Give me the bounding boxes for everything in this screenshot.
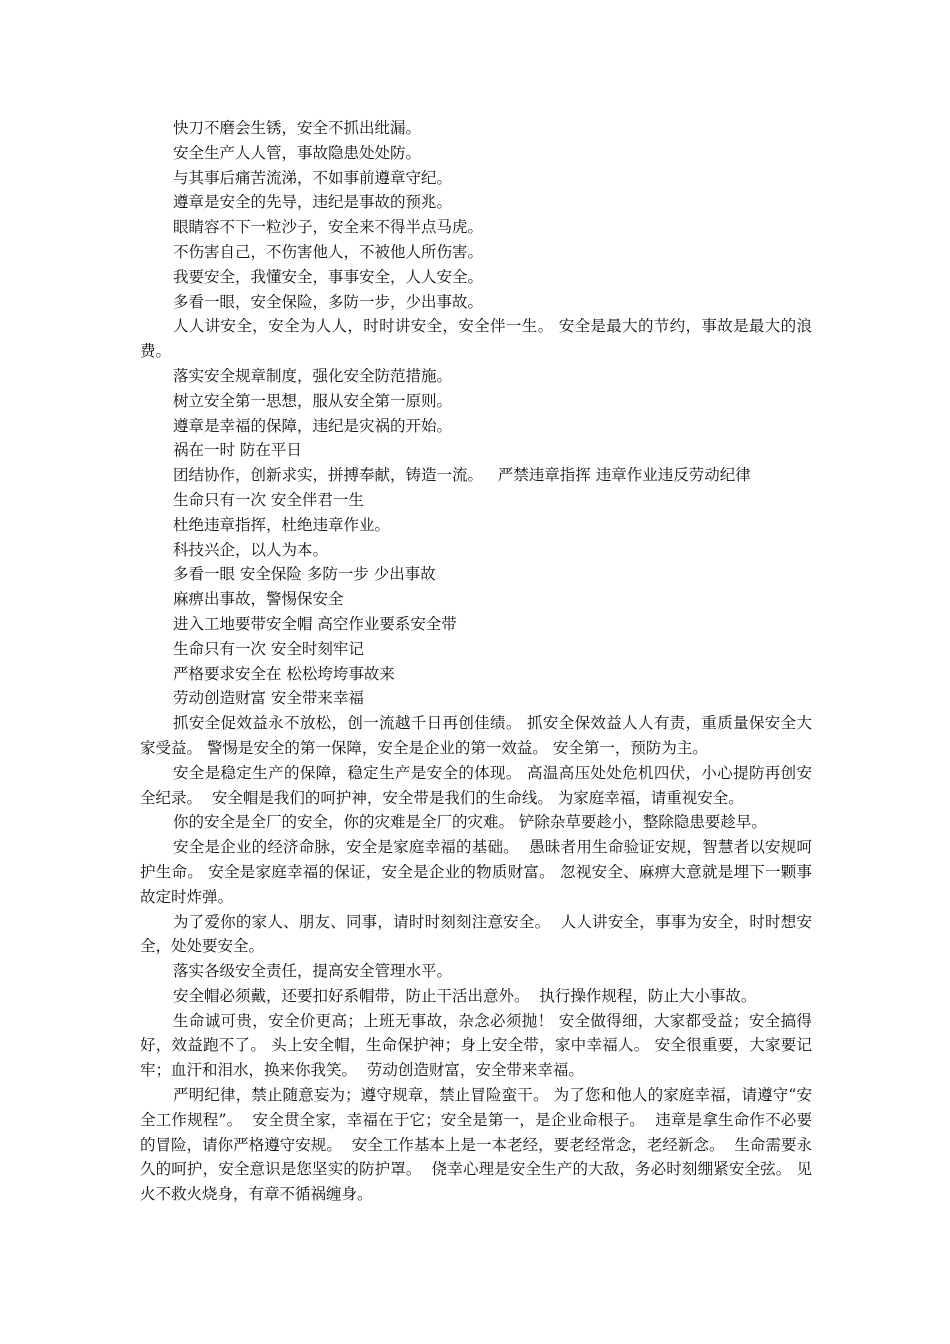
paragraph: 不伤害自己，不伤害他人，不被他人所伤害。 (173, 242, 484, 261)
paragraph: 严明纪律，禁止随意妄为；遵守规章，禁止冒险蛮干。 为了您和他人的家庭幸福，请遵守“安全工作规程”。 安全贯全家，幸福在于它；安全是第一，是企业命根子。 违章是拿生命作不必要的冒险，请你严格遵守安规。 安全工作基本上是一本老经，要老经常念，老经新念。 生命需要永久的呵护，安全意识是您坚实的防护罩。 侥幸心理是安全生产的大敌，务必时刻绷紧安全弦。 见火不救火烧身，有章不循祸缠身。 (140, 1086, 812, 1204)
paragraph: 生命只有一次 安全伴君一生 (173, 490, 364, 509)
paragraph: 眼睛容不下一粒沙子，安全来不得半点马虎。 (173, 218, 484, 237)
paragraph: 祸在一时 防在平日 (173, 441, 302, 460)
paragraph: 安全是企业的经济命脉，安全是家庭幸福的基础。 愚昧者用生命验证安规，智慧者以安规呵护生命。 安全是家庭幸福的保证，安全是企业的物质财富。 忽视安全、麻痹大意就是埋下一颗事故定时炸弹。 (140, 838, 812, 906)
paragraph: 多看一眼 安全保险 多防一步 少出事故 (173, 565, 436, 584)
paragraph: 你的安全是全厂的安全，你的灾难是全厂的灾难。 铲除杂草要趁小，整除隐患要趁早。 (173, 813, 767, 832)
paragraph: 杜绝违章指挥，杜绝违章作业。 (173, 515, 391, 534)
paragraph: 人人讲安全，安全为人人，时时讲安全，安全伴一生。 安全是最大的节约，事故是最大的浪费。 (140, 317, 812, 361)
document-body (140, 116, 812, 1207)
paragraph: 安全生产人人管，事故隐患处处防。 (173, 143, 422, 162)
paragraph: 落实安全规章制度，强化安全防范措施。 (173, 366, 453, 385)
paragraph: 生命诚可贵，安全价更高；上班无事故，杂念必须抛！ 安全做得细，大家都受益；安全搞得好，效益跑不了。 头上安全帽，生命保护神；身上安全带，家中幸福人。 安全很重要，大家要记牢；血汗和泪水，换来你我笑。 劳动创造财富，安全带来幸福。 (140, 1011, 812, 1080)
paragraph: 多看一眼，安全保险，多防一步，少出事故。 (173, 292, 484, 311)
paragraph: 生命只有一次 安全时刻牢记 (173, 639, 364, 658)
paragraph: 快刀不磨会生锈，安全不抓出纰漏。 (173, 119, 422, 137)
paragraph: 遵章是幸福的保障，违纪是灾祸的开始。 (173, 416, 453, 435)
paragraph: 进入工地要带安全帽 高空作业要系安全带 (173, 614, 457, 633)
paragraph: 安全是稳定生产的保障，稳定生产是安全的体现。 高温高压处处危机四伏，小心提防再创安全纪录。 安全帽是我们的呵护神，安全带是我们的生命线。 为家庭幸福，请重视安全。 (140, 763, 812, 807)
paragraph: 团结协作，创新求实，拼搏奉献，铸造一流。 严禁违章指挥 违章作业违反劳动纪律 (173, 466, 751, 485)
paragraph: 抓安全促效益永不放松，创一流越千日再创佳绩。 抓安全保效益人人有责，重质量保安全大家受益。 警惕是安全的第一保障，安全是企业的第一效益。 安全第一，预防为主。 (140, 714, 812, 757)
paragraph: 与其事后痛苦流涕，不如事前遵章守纪。 (173, 168, 453, 187)
paragraph: 科技兴企，以人为本。 (173, 540, 329, 559)
paragraph: 劳动创造财富 安全带来幸福 (173, 689, 364, 708)
paragraph: 麻痹出事故，警惕保安全 (173, 590, 344, 609)
paragraph: 为了爱你的家人、朋友、同事，请时时刻刻注意安全。 人人讲安全，事事为安全，时时想安全，处处要安全。 (140, 912, 812, 956)
paragraph: 严格要求安全在 松松垮垮事故来 (173, 664, 395, 683)
paragraph: 落实各级安全责任，提高安全管理水平。 (173, 962, 453, 981)
paragraph: 安全帽必须戴，还要扣好系帽带，防止干活出意外。 执行操作规程，防止大小事故。 (173, 986, 757, 1005)
paragraph: 遵章是安全的先导，违纪是事故的预兆。 (173, 193, 453, 212)
paragraph: 树立安全第一思想，服从安全第一原则。 (173, 391, 453, 410)
paragraph: 我要安全，我懂安全，事事安全，人人安全。 (173, 267, 484, 286)
